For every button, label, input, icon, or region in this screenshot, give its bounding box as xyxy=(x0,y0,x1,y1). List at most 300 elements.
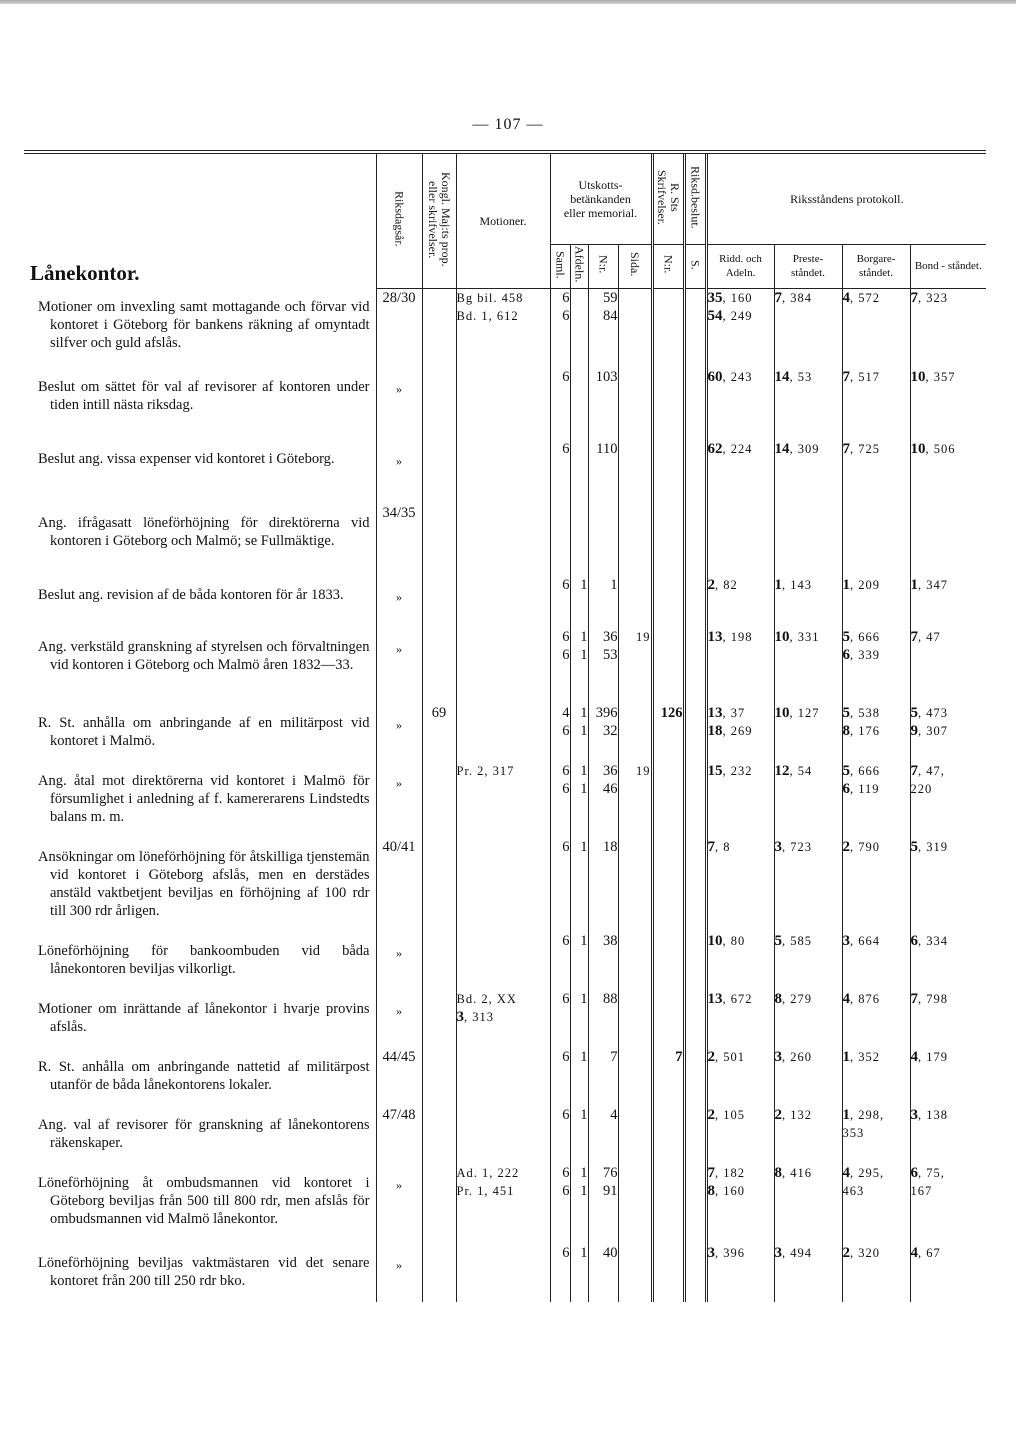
row-kongl xyxy=(422,762,456,838)
borg-value: 5, 538 xyxy=(842,705,881,721)
bond-value: 7, 47 xyxy=(910,629,941,645)
row-rsts xyxy=(652,838,684,932)
afd-value: 1 xyxy=(580,933,588,949)
bond-value: 9, 307 xyxy=(910,723,949,739)
row-borgare xyxy=(842,440,910,504)
row-kongl xyxy=(422,1164,456,1244)
row-year: 40/41 xyxy=(376,838,422,932)
row-bond xyxy=(910,1048,986,1106)
preste-value: 3, 494 xyxy=(774,1245,813,1261)
row-afdeln xyxy=(570,838,588,932)
row-riksdbeslut xyxy=(684,838,706,932)
nr-value: 36 xyxy=(603,629,618,645)
row-riksdbeslut xyxy=(684,932,706,990)
row-ridd xyxy=(706,368,774,440)
row-bond xyxy=(910,504,986,576)
nr-value: 91 xyxy=(603,1183,618,1199)
row-borgare xyxy=(842,1106,910,1164)
afd-value: 1 xyxy=(580,647,588,663)
row-sida xyxy=(618,368,652,440)
header-utskott: Utskotts- betänkanden eller memorial. xyxy=(550,152,652,244)
row-sida xyxy=(618,1164,652,1244)
bond-value: 5, 319 xyxy=(910,839,949,855)
row-saml xyxy=(550,704,570,762)
row-ridd xyxy=(706,440,774,504)
saml-value: 6 xyxy=(562,1183,570,1199)
row-motioner xyxy=(456,762,550,838)
row-saml xyxy=(550,762,570,838)
description-text: R. St. anhålla om anbringande af en militärpost vid kontoret i Malmö. xyxy=(38,715,370,749)
row-preste xyxy=(774,576,842,628)
row-utskott-nr xyxy=(588,504,618,576)
ridd-value: 62, 224 xyxy=(707,441,753,457)
ridd-value: 15, 232 xyxy=(707,763,753,779)
row-ridd xyxy=(706,990,774,1048)
description-text: Beslut ang. vissa expenser vid kontoret i Göteborg. xyxy=(38,451,335,467)
row-description xyxy=(24,990,376,1048)
row-year: » xyxy=(376,1164,422,1244)
bond-value: 220 xyxy=(910,782,933,796)
register-body xyxy=(24,288,986,1302)
preste-value: 7, 384 xyxy=(774,289,813,306)
row-ridd xyxy=(706,1106,774,1164)
borg-value: 5, 666 xyxy=(842,763,881,779)
row-afdeln xyxy=(570,932,588,990)
bond-value: 3, 138 xyxy=(910,1107,949,1123)
row-ridd xyxy=(706,288,774,368)
description-text: Ang. ifrågasatt löneförhöjning för direktörerna vid kontoren i Göteborg och Malmö; se Fullmäktige. xyxy=(38,515,370,549)
table-row xyxy=(24,288,986,368)
header-rsts: R. Sts Skrifvelser. xyxy=(652,152,684,244)
mot-value: 3, 313 xyxy=(456,1009,494,1025)
preste-value: 8, 279 xyxy=(774,991,813,1007)
header-riksdbeslut-s: S. xyxy=(684,244,706,288)
row-utskott-nr xyxy=(588,288,618,368)
row-afdeln xyxy=(570,576,588,628)
ridd-value: 10, 80 xyxy=(707,933,746,949)
saml-value: 6 xyxy=(562,577,570,593)
row-riksdbeslut xyxy=(684,440,706,504)
description-text: Ansökningar om löneförhöjning för åtskilliga tjenstemän vid kontoret i Göteborg afslås, men en derstädes anstäld vaktbetjent beviljas en förhöjning af 100 rdr till 300 rdr årligen. xyxy=(38,849,370,919)
row-motioner xyxy=(456,576,550,628)
row-bond xyxy=(910,1106,986,1164)
nr-value: 46 xyxy=(603,781,618,797)
nr-value: 1 xyxy=(610,577,618,593)
row-description xyxy=(24,704,376,762)
row-preste xyxy=(774,628,842,704)
row-year: » xyxy=(376,440,422,504)
row-rsts xyxy=(652,1106,684,1164)
table-row xyxy=(24,762,986,838)
row-rsts xyxy=(652,628,684,704)
row-kongl xyxy=(422,440,456,504)
row-rsts xyxy=(652,440,684,504)
row-description xyxy=(24,1048,376,1106)
header-borgare: Borgare- ståndet. xyxy=(842,244,910,288)
row-rsts xyxy=(652,504,684,576)
row-sida xyxy=(618,1048,652,1106)
nr-value: 53 xyxy=(603,647,618,663)
row-borgare xyxy=(842,368,910,440)
row-year: » xyxy=(376,628,422,704)
row-saml xyxy=(550,576,570,628)
nr-value: 396 xyxy=(595,705,618,721)
row-afdeln xyxy=(570,990,588,1048)
preste-value: 14, 309 xyxy=(774,441,820,457)
bond-value: 4, 67 xyxy=(910,1245,941,1261)
row-motioner xyxy=(456,990,550,1048)
row-borgare xyxy=(842,1244,910,1302)
row-kongl xyxy=(422,368,456,440)
row-utskott-nr xyxy=(588,838,618,932)
bond-value: 7, 323 xyxy=(910,289,949,306)
row-afdeln xyxy=(570,440,588,504)
row-riksdbeslut xyxy=(684,1106,706,1164)
row-sida xyxy=(618,440,652,504)
row-year: 44/45 xyxy=(376,1048,422,1106)
ridd-value: 13, 37 xyxy=(707,705,746,721)
borg-value: 7, 725 xyxy=(842,441,881,457)
row-sida xyxy=(618,762,652,838)
row-borgare xyxy=(842,628,910,704)
description-text: Löneförhöjning för bankoombuden vid båda lånekontoren beviljas vilkorligt. xyxy=(38,943,370,977)
row-afdeln xyxy=(570,1244,588,1302)
description-text: Beslut om sättet för val af revisorer af kontoren under tiden intill nästa riksdag. xyxy=(38,379,370,413)
row-utskott-nr xyxy=(588,990,618,1048)
row-saml xyxy=(550,990,570,1048)
table-row xyxy=(24,504,986,576)
bond-value: 4, 179 xyxy=(910,1049,949,1065)
nr-value: 7 xyxy=(610,1049,618,1065)
preste-value: 1, 143 xyxy=(774,577,813,593)
row-utskott-nr xyxy=(588,628,618,704)
afd-value: 1 xyxy=(580,1049,588,1065)
row-preste xyxy=(774,440,842,504)
table-row xyxy=(24,704,986,762)
row-riksdbeslut xyxy=(684,628,706,704)
row-afdeln xyxy=(570,704,588,762)
borg-value: 2, 790 xyxy=(842,839,881,855)
mot-value: Bd. 1, 612 xyxy=(456,308,519,323)
row-description xyxy=(24,932,376,990)
row-ridd xyxy=(706,628,774,704)
header-riksdbeslut: Riksd.beslut. xyxy=(684,152,706,244)
row-afdeln xyxy=(570,762,588,838)
row-utskott-nr xyxy=(588,576,618,628)
row-borgare xyxy=(842,762,910,838)
row-year: 47/48 xyxy=(376,1106,422,1164)
row-riksdbeslut xyxy=(684,704,706,762)
row-description xyxy=(24,288,376,368)
borg-value: 1, 298, xyxy=(842,1107,885,1123)
table-row xyxy=(24,1244,986,1302)
afd-value: 1 xyxy=(580,991,588,1007)
preste-value: 10, 331 xyxy=(774,629,820,645)
row-rsts xyxy=(652,576,684,628)
row-preste xyxy=(774,1164,842,1244)
row-motioner xyxy=(456,1048,550,1106)
description-text: Ang. val af revisorer för granskning af lånekontorens räkenskaper. xyxy=(38,1117,370,1151)
saml-value: 6 xyxy=(562,933,570,949)
saml-value: 6 xyxy=(562,289,570,306)
nr-value: 18 xyxy=(603,839,618,855)
row-ridd xyxy=(706,1244,774,1302)
afd-value: 1 xyxy=(580,839,588,855)
row-sida xyxy=(618,704,652,762)
row-afdeln xyxy=(570,504,588,576)
row-ridd xyxy=(706,576,774,628)
page-number: — 107 — xyxy=(472,116,544,133)
row-borgare xyxy=(842,504,910,576)
sida-value: 19 xyxy=(636,764,651,778)
row-riksdbeslut xyxy=(684,1164,706,1244)
row-year: 28/30 xyxy=(376,288,422,368)
row-ridd xyxy=(706,1048,774,1106)
row-riksdbeslut xyxy=(684,576,706,628)
row-ridd xyxy=(706,1164,774,1244)
ridd-value: 18, 269 xyxy=(707,723,753,739)
row-afdeln xyxy=(570,1106,588,1164)
table-row xyxy=(24,1164,986,1244)
row-motioner xyxy=(456,288,550,368)
description-text: Ang. åtal mot direktörerna vid kontoret i Malmö för försumlighet i anledning af f. kamererarens Lindstedts balans m. m. xyxy=(38,773,370,825)
ridd-value: 3, 396 xyxy=(707,1245,746,1261)
row-kongl xyxy=(422,1244,456,1302)
borg-value: 463 xyxy=(842,1184,865,1198)
row-description xyxy=(24,440,376,504)
row-preste xyxy=(774,1244,842,1302)
description-text: Löneförhöjning åt ombudsmannen vid kontoret i Göteborg beviljas från 500 till 800 rdr, men afslås för ombudsmannen vid Malmö lånekontor. xyxy=(38,1175,370,1227)
preste-value: 12, 54 xyxy=(774,763,813,779)
saml-value: 6 xyxy=(562,629,570,645)
ridd-value: 2, 82 xyxy=(707,577,738,593)
row-borgare xyxy=(842,288,910,368)
row-utskott-nr xyxy=(588,932,618,990)
row-sida xyxy=(618,932,652,990)
row-motioner xyxy=(456,628,550,704)
preste-value: 10, 127 xyxy=(774,705,820,721)
saml-value: 6 xyxy=(562,839,570,855)
description-text: Beslut ang. revision af de båda kontoren för år 1833. xyxy=(38,587,344,603)
ridd-value: 8, 160 xyxy=(707,1183,746,1199)
row-rsts xyxy=(652,368,684,440)
row-motioner xyxy=(456,1164,550,1244)
table-row xyxy=(24,838,986,932)
description-text: Löneförhöjning beviljas vaktmästaren vid det senare kontoret från 200 till 250 rdr bko. xyxy=(38,1255,370,1289)
row-bond xyxy=(910,576,986,628)
ridd-value: 7, 8 xyxy=(707,839,731,855)
nr-value: 103 xyxy=(595,369,618,385)
bond-value: 6, 75, xyxy=(910,1165,945,1181)
description-text: R. St. anhålla om anbringande nattetid af militärpost utanför de båda lånekontorens lokaler. xyxy=(38,1059,370,1093)
nr-value: 32 xyxy=(603,723,618,739)
row-bond xyxy=(910,704,986,762)
row-bond xyxy=(910,932,986,990)
afd-value: 1 xyxy=(580,781,588,797)
header-afdeln: Afdeln. xyxy=(570,244,588,288)
row-borgare xyxy=(842,704,910,762)
row-description xyxy=(24,762,376,838)
row-year: » xyxy=(376,762,422,838)
row-utskott-nr xyxy=(588,1106,618,1164)
register-table xyxy=(24,150,986,1302)
nr-value: 4 xyxy=(610,1107,618,1123)
mot-value: Pr. 2, 317 xyxy=(456,764,515,778)
row-afdeln xyxy=(570,628,588,704)
row-riksdbeslut xyxy=(684,1048,706,1106)
afd-value: 1 xyxy=(580,629,588,645)
header-motioner: Motioner. xyxy=(456,152,550,288)
row-riksdbeslut xyxy=(684,990,706,1048)
afd-value: 1 xyxy=(580,1245,588,1261)
scan-edge xyxy=(0,0,1016,4)
afd-value: 1 xyxy=(580,705,588,721)
bond-value: 7, 47, xyxy=(910,763,945,779)
ridd-value: 2, 501 xyxy=(707,1049,746,1065)
row-preste xyxy=(774,932,842,990)
borg-value: 6, 119 xyxy=(842,781,880,797)
row-description xyxy=(24,1244,376,1302)
afd-value: 1 xyxy=(580,1165,588,1181)
row-motioner xyxy=(456,440,550,504)
row-borgare xyxy=(842,990,910,1048)
header-ridd: Ridd. och Adeln. xyxy=(706,244,774,288)
preste-value: 2, 132 xyxy=(774,1107,813,1123)
row-ridd xyxy=(706,932,774,990)
row-description xyxy=(24,576,376,628)
row-kongl xyxy=(422,838,456,932)
row-rsts xyxy=(652,990,684,1048)
row-year: » xyxy=(376,990,422,1048)
row-description xyxy=(24,368,376,440)
saml-value: 6 xyxy=(562,647,570,663)
row-riksdbeslut xyxy=(684,1244,706,1302)
row-sida xyxy=(618,288,652,368)
borg-value: 3, 664 xyxy=(842,933,881,949)
row-year: » xyxy=(376,368,422,440)
saml-value: 6 xyxy=(562,1107,570,1123)
row-kongl xyxy=(422,1048,456,1106)
nr-value: 84 xyxy=(603,307,618,324)
saml-value: 6 xyxy=(562,1049,570,1065)
row-saml xyxy=(550,1244,570,1302)
table-row xyxy=(24,1048,986,1106)
row-description xyxy=(24,504,376,576)
row-borgare xyxy=(842,1164,910,1244)
borg-value: 8, 176 xyxy=(842,723,881,739)
nr-value: 38 xyxy=(603,933,618,949)
header-bond: Bond - ståndet. xyxy=(910,244,986,288)
nr-value: 40 xyxy=(603,1245,618,1261)
saml-value: 6 xyxy=(562,1245,570,1261)
header-rsts-nr: N:r. xyxy=(652,244,684,288)
row-motioner xyxy=(456,1244,550,1302)
row-preste xyxy=(774,288,842,368)
row-utskott-nr xyxy=(588,1244,618,1302)
bond-value: 10, 506 xyxy=(910,441,956,457)
row-preste xyxy=(774,990,842,1048)
row-kongl xyxy=(422,1106,456,1164)
row-sida xyxy=(618,504,652,576)
row-afdeln xyxy=(570,1048,588,1106)
row-year: » xyxy=(376,576,422,628)
row-saml xyxy=(550,838,570,932)
row-kongl xyxy=(422,288,456,368)
row-riksdbeslut xyxy=(684,368,706,440)
description-text: Ang. verkstäld granskning af styrelsen och förvaltningen vid kontoren i Göteborg och Malmö åren 1832—33. xyxy=(38,639,370,673)
ridd-value: 2, 105 xyxy=(707,1107,746,1123)
preste-value: 3, 260 xyxy=(774,1049,813,1065)
row-saml xyxy=(550,368,570,440)
row-year: 34/35 xyxy=(376,504,422,576)
row-bond xyxy=(910,368,986,440)
row-motioner xyxy=(456,932,550,990)
saml-value: 4 xyxy=(562,705,570,721)
saml-value: 6 xyxy=(562,991,570,1007)
ridd-value: 54, 249 xyxy=(707,307,753,324)
row-sida xyxy=(618,1106,652,1164)
row-rsts: 126 xyxy=(652,704,684,762)
row-borgare xyxy=(842,576,910,628)
header-saml: Saml. xyxy=(550,244,570,288)
borg-value: 7, 517 xyxy=(842,369,881,385)
row-utskott-nr xyxy=(588,1048,618,1106)
header-sida: Sida. xyxy=(618,244,652,288)
table-row xyxy=(24,628,986,704)
mot-value: Pr. 1, 451 xyxy=(456,1184,515,1198)
row-motioner xyxy=(456,704,550,762)
row-utskott-nr xyxy=(588,440,618,504)
row-motioner xyxy=(456,1106,550,1164)
row-sida xyxy=(618,838,652,932)
description-text: Motioner om inrättande af lånekontor i hvarje provins afslås. xyxy=(38,1001,370,1035)
borg-value: 6, 339 xyxy=(842,647,881,663)
row-sida xyxy=(618,628,652,704)
saml-value: 6 xyxy=(562,441,570,457)
row-bond xyxy=(910,1164,986,1244)
bond-value: 10, 357 xyxy=(910,369,956,385)
mot-value: Bg bil. 458 xyxy=(456,290,524,305)
row-rsts xyxy=(652,1164,684,1244)
row-afdeln xyxy=(570,1164,588,1244)
row-kongl xyxy=(422,990,456,1048)
row-bond xyxy=(910,990,986,1048)
ridd-value: 60, 243 xyxy=(707,369,753,385)
bond-value: 7, 798 xyxy=(910,991,949,1007)
row-ridd xyxy=(706,838,774,932)
row-rsts xyxy=(652,1244,684,1302)
row-bond xyxy=(910,838,986,932)
nr-value: 76 xyxy=(603,1165,618,1181)
saml-value: 6 xyxy=(562,723,570,739)
row-kongl xyxy=(422,504,456,576)
row-year: » xyxy=(376,1244,422,1302)
section-header-cell xyxy=(24,152,376,288)
row-saml xyxy=(550,1106,570,1164)
row-kongl xyxy=(422,628,456,704)
afd-value: 1 xyxy=(580,723,588,739)
sida-value: 19 xyxy=(636,630,651,644)
row-ridd xyxy=(706,504,774,576)
header-protokoll: Riksståndens protokoll. xyxy=(706,152,986,244)
row-motioner xyxy=(456,368,550,440)
ridd-value: 13, 198 xyxy=(707,629,753,645)
borg-value: 1, 352 xyxy=(842,1049,881,1065)
row-saml xyxy=(550,504,570,576)
nr-value: 59 xyxy=(603,289,618,306)
row-riksdbeslut xyxy=(684,288,706,368)
row-description xyxy=(24,1164,376,1244)
